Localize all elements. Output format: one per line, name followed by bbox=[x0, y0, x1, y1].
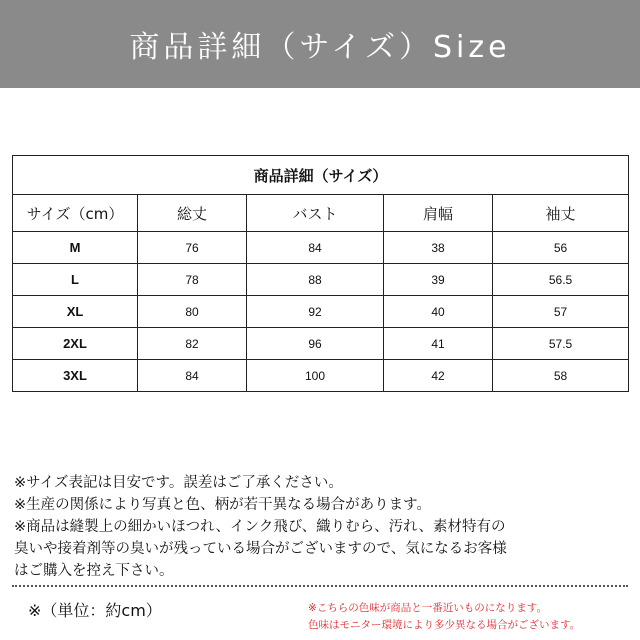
bust-value: 96 bbox=[247, 328, 384, 360]
length-value: 82 bbox=[138, 328, 247, 360]
header-banner bbox=[0, 0, 640, 88]
shoulder-value: 38 bbox=[384, 232, 493, 264]
note-line: ※サイズ表記は目安です。誤差はご了承ください。 bbox=[14, 475, 343, 491]
sleeve-value: 58 bbox=[493, 360, 629, 392]
note-line: 臭いや接着剤等の臭いが残っている場合がございますので、気になるお客様 bbox=[14, 541, 507, 557]
header-size: サイズ（cm） bbox=[13, 195, 138, 232]
table-row bbox=[13, 360, 629, 392]
sleeve-value: 56.5 bbox=[493, 264, 629, 296]
shoulder-value: 41 bbox=[384, 328, 493, 360]
table-row bbox=[13, 328, 629, 360]
shoulder-value: 42 bbox=[384, 360, 493, 392]
note-line: ※商品は縫製上の細かいほつれ、インク飛び、織りむら、汚れ、素材特有の bbox=[14, 519, 506, 535]
bust-value: 88 bbox=[247, 264, 384, 296]
length-value: 78 bbox=[138, 264, 247, 296]
bust-value: 84 bbox=[247, 232, 384, 264]
table-row bbox=[13, 264, 629, 296]
length-value: 76 bbox=[138, 232, 247, 264]
size-label: XL bbox=[13, 296, 138, 328]
shoulder-value: 40 bbox=[384, 296, 493, 328]
table-row bbox=[13, 232, 629, 264]
note-line: ※生産の関係により写真と色、柄が若干異なる場合があります。 bbox=[14, 497, 431, 513]
size-table bbox=[12, 155, 629, 392]
unit-note: ※（単位：約cm） bbox=[28, 601, 162, 620]
header-length: 総丈 bbox=[138, 195, 247, 232]
color-note-line: ※こちらの色味が商品と一番近いものになります。 bbox=[308, 602, 547, 614]
size-label: L bbox=[13, 264, 138, 296]
dotted-divider bbox=[12, 585, 628, 587]
color-note-line: 色味はモニター環境により多少異なる場合がございます。 bbox=[308, 619, 581, 631]
shoulder-value: 39 bbox=[384, 264, 493, 296]
page-title: 商品詳細（サイズ）Size bbox=[129, 30, 511, 65]
header-bust: バスト bbox=[247, 195, 384, 232]
length-value: 80 bbox=[138, 296, 247, 328]
table-row bbox=[13, 296, 629, 328]
bust-value: 92 bbox=[247, 296, 384, 328]
size-label: M bbox=[13, 232, 138, 264]
note-line: はご購入を控え下さい。 bbox=[14, 563, 174, 579]
size-label: 2XL bbox=[13, 328, 138, 360]
sleeve-value: 57 bbox=[493, 296, 629, 328]
length-value: 84 bbox=[138, 360, 247, 392]
header-shoulder: 肩幅 bbox=[384, 195, 493, 232]
sleeve-value: 57.5 bbox=[493, 328, 629, 360]
color-disclaimer bbox=[308, 600, 636, 634]
sleeve-value: 56 bbox=[493, 232, 629, 264]
notes-block bbox=[14, 472, 634, 582]
size-label: 3XL bbox=[13, 360, 138, 392]
bust-value: 100 bbox=[247, 360, 384, 392]
table-caption: 商品詳細（サイズ） bbox=[13, 156, 629, 195]
header-sleeve: 袖丈 bbox=[493, 195, 629, 232]
